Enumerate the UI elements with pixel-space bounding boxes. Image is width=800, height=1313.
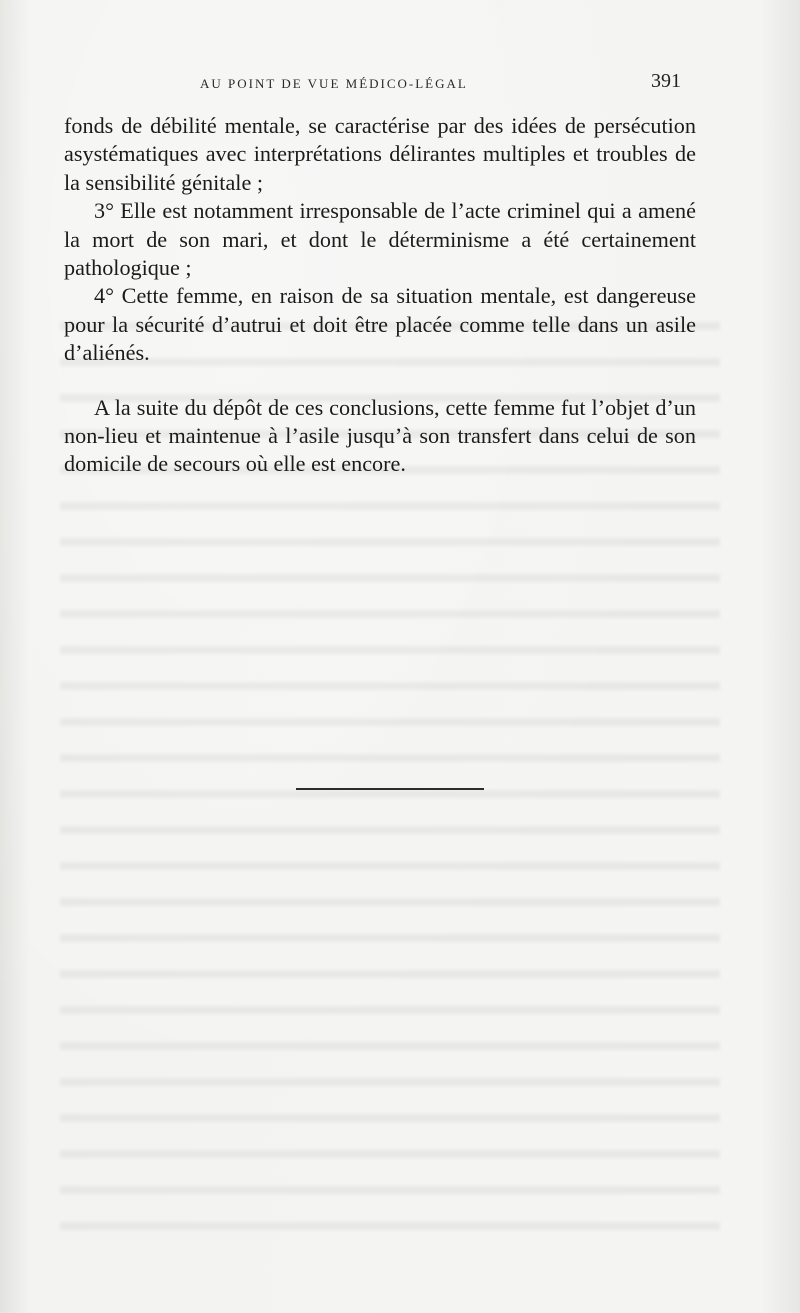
page-number: 391 [651,70,681,92]
section-end-rule [296,788,484,790]
running-header: AU POINT DE VUE MÉDICO-LÉGAL [200,76,468,91]
paragraph-continuation: fonds de débilité mentale, se caractérise par des idées de persécution asystématiques avec interprétations délirantes multiples et troubles de la sensibilité génitale ; [64,113,696,195]
paragraph-point-3: 3° Elle est notamment irresponsable de l’acte criminel qui a amené la mort de son mari, et dont le déterminisme a été certainement pathologique ; [64,198,696,281]
paragraph-point-4: 4° Cette femme, en raison de sa situation mentale, est dangereuse pour la sécurité d’autrui et doit être placée comme telle dans un asile d’aliénés. [64,283,696,366]
paragraph-conclusion: A la suite du dépôt de ces conclusions, cette femme fut l’objet d’un non-lieu et maintenue à l’asile jusqu’à son transfert dans celui de son domicile de secours où elle est encore. [64,394,696,477]
body-text [64,112,696,479]
